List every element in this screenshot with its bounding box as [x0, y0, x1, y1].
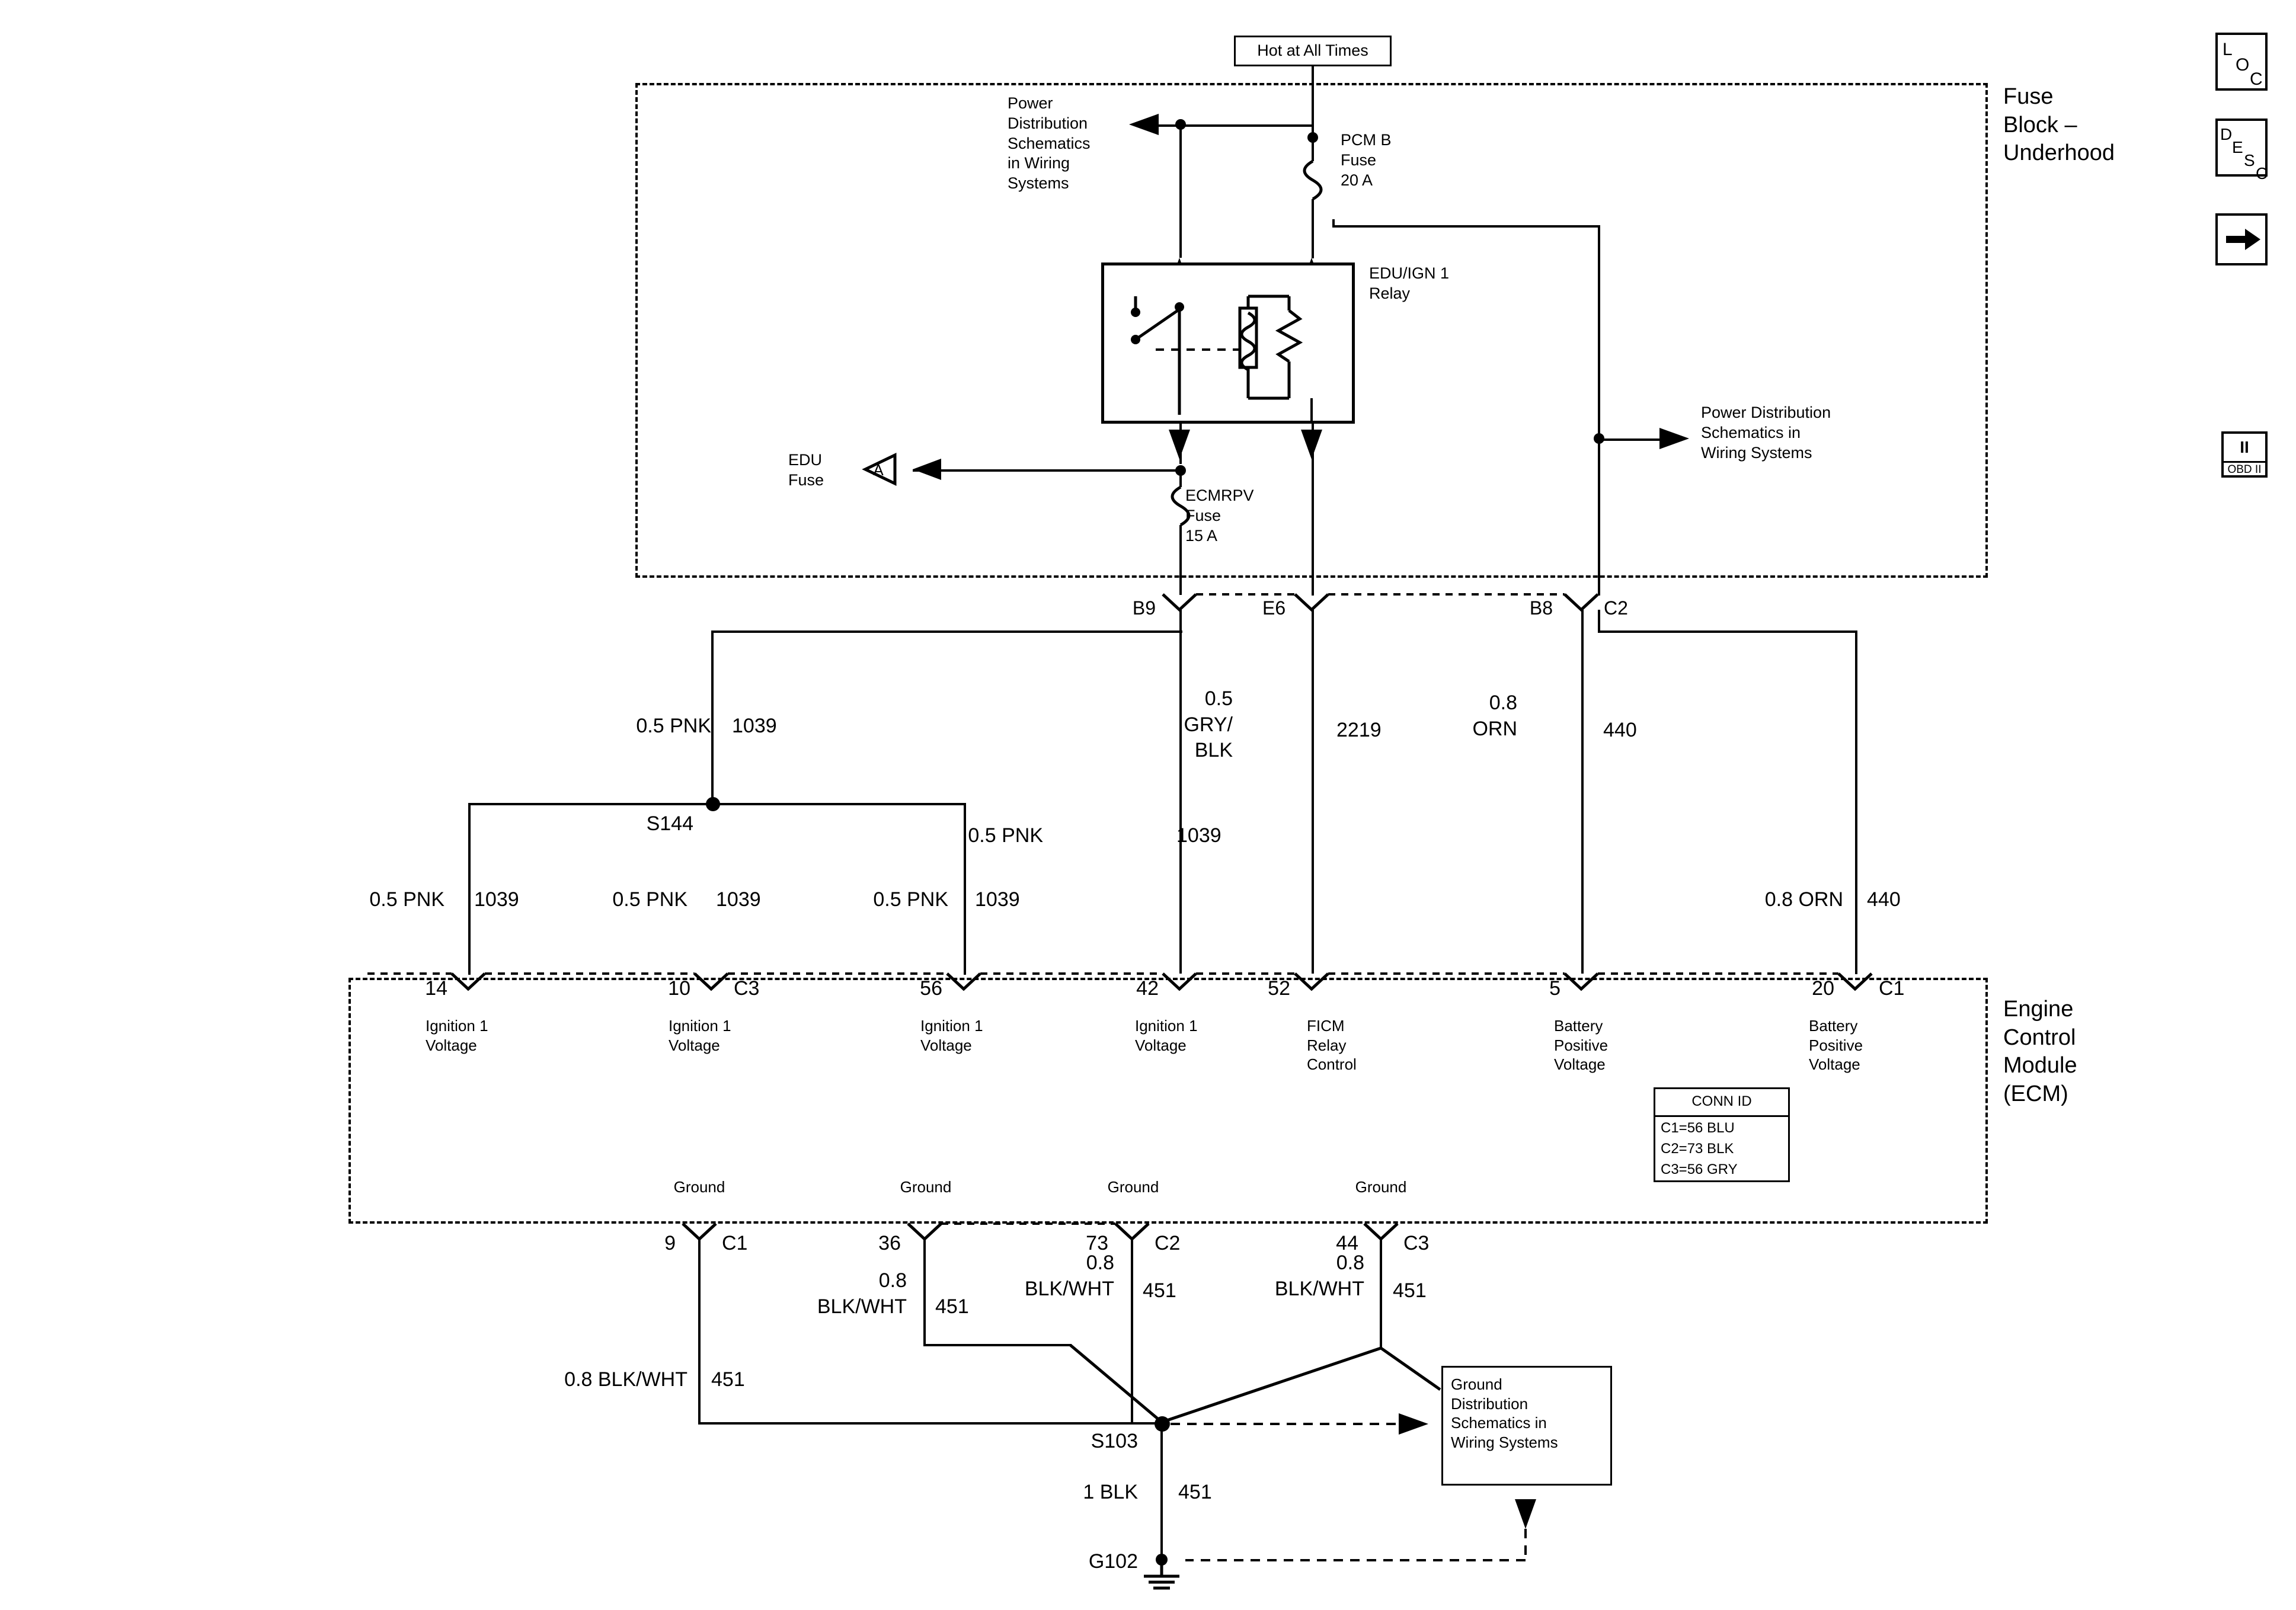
- obd-ii-icon-top: II: [2240, 438, 2249, 456]
- wire-ecmrpv-upper: [1179, 469, 1182, 487]
- loc-icon-letter-c: C: [2250, 69, 2263, 89]
- wire-e6-down: [1312, 610, 1314, 974]
- wire-b9-down: [1179, 610, 1182, 974]
- ground-wire-9-gauge: 0.8 BLK/WHT: [564, 1368, 687, 1391]
- wire-relay-out-left: [1179, 424, 1182, 464]
- desc-icon-letter-c: C: [2256, 164, 2268, 183]
- loc-icon-letter-o: O: [2236, 55, 2250, 75]
- ecm-bottom-conn-c1: C1: [722, 1232, 748, 1254]
- ecm-ground-label-36: Ground: [900, 1178, 952, 1196]
- wire-top-left-leg: [1179, 124, 1182, 258]
- ecm-pin-42-function: Ignition 1 Voltage: [1135, 1017, 1198, 1054]
- wire-pcmb-right-corner: [1332, 219, 1335, 228]
- wire-pin20-circuit: 440: [1867, 888, 1901, 911]
- desc-icon-letter-s: S: [2244, 151, 2255, 169]
- wire-pin56-gauge: 0.5 PNK: [873, 888, 948, 911]
- ground-wire-9-circuit: 451: [711, 1368, 745, 1391]
- ecm-pin-5: 5: [1549, 977, 1560, 1000]
- wire-b9-left-branch: [711, 630, 1182, 633]
- fuse-pin-B9: B9: [1132, 597, 1156, 619]
- ecm-pin-56-function: Ignition 1 Voltage: [920, 1017, 983, 1054]
- wire-b8-down: [1581, 610, 1584, 974]
- conn-id-row-c1: C1=56 BLU: [1661, 1120, 1735, 1136]
- ground-wire-g102-gauge: 1 BLK: [1083, 1481, 1138, 1503]
- g102-node-dot: [1156, 1554, 1168, 1566]
- ecm-bottom-pin-73: 73: [1086, 1232, 1108, 1254]
- ecm-ground-label-73: Ground: [1107, 1178, 1159, 1196]
- wire-pin36-right: [923, 1344, 1072, 1346]
- conn-id-row-c2: C2=73 BLK: [1661, 1141, 1734, 1157]
- wire-relay-out-right: [1312, 424, 1314, 596]
- ground-distribution-label: Ground Distribution Schematics in Wiring Systems: [1451, 1375, 1558, 1451]
- conn-id-row-c3: C3=56 GRY: [1661, 1161, 1738, 1177]
- fuse-pin-E6: E6: [1262, 597, 1286, 619]
- ecm-bottom-conn-c2: C2: [1155, 1232, 1181, 1254]
- ecm-pin-52-function: FICM Relay Control: [1307, 1017, 1357, 1073]
- ecm-pin-14: 14: [425, 977, 447, 1000]
- wire-pin44-down: [1380, 1239, 1382, 1349]
- wire-b9-gauge: 0.5 PNK: [636, 715, 711, 737]
- ecm-pin-52: 52: [1268, 977, 1290, 1000]
- ground-g102-label: G102: [1088, 1550, 1138, 1573]
- ecmrpv-fuse-label: ECMRPV Fuse 15 A: [1185, 486, 1254, 545]
- wire-b9-circuit: 1039: [732, 715, 777, 737]
- hot-at-all-times-label: Hot at All Times: [1257, 41, 1368, 59]
- edu-fuse-ref-letter: A: [873, 461, 884, 479]
- ecm-pin-56: 56: [920, 977, 942, 1000]
- loc-icon-letter-l: L: [2223, 40, 2233, 59]
- bus-top: [1141, 124, 1313, 127]
- wire-e6-circuit: 2219: [1336, 719, 1382, 741]
- wire-pin10-circuit: 1039: [716, 888, 761, 911]
- wire-pin9-down: [698, 1239, 701, 1423]
- wire-pin73-down: [1131, 1239, 1133, 1424]
- ground-wire-73-circuit: 451: [1143, 1279, 1176, 1302]
- ecm-pin-10-function: Ignition 1 Voltage: [669, 1017, 731, 1054]
- ground-wire-g102-circuit: 451: [1178, 1481, 1212, 1503]
- wire-c2-right: [1598, 630, 1857, 633]
- wire-ecmrpv-lower: [1179, 525, 1182, 595]
- wire-pcmb-to-right: [1332, 225, 1600, 228]
- ground-wire-44-gauge: 0.8 BLK/WHT: [1274, 1251, 1364, 1300]
- ecm-pin-10: 10: [668, 977, 690, 1000]
- ecm-ground-label-44: Ground: [1355, 1178, 1407, 1196]
- edu-fuse-label: EDU Fuse: [788, 451, 824, 489]
- splice-s144-label: S144: [646, 812, 693, 835]
- ecm-conn-c3-top: C3: [734, 977, 760, 1000]
- wire-pin56-circuit: 1039: [975, 888, 1020, 911]
- wire-pcmb-upper: [1312, 137, 1314, 161]
- ecm-bottom-pin-36: 36: [878, 1232, 901, 1254]
- edu-ign1-relay-label: EDU/IGN 1 Relay: [1369, 264, 1450, 302]
- desc-icon-letter-e: E: [2232, 138, 2243, 156]
- wire-to-power-dist-right: [1598, 438, 1669, 441]
- ecm-pin-5-function: Battery Positive Voltage: [1554, 1017, 1609, 1073]
- conn-id-title: CONN ID: [1691, 1093, 1752, 1109]
- edu-ign1-relay-box: [1101, 263, 1355, 424]
- wire-b8-circuit: 440: [1603, 719, 1637, 741]
- ecm-pin-20: 20: [1812, 977, 1834, 1000]
- ecm-conn-c1-top: C1: [1879, 977, 1905, 1000]
- fuse-pin-B8: B8: [1529, 597, 1553, 619]
- ecm-pin-14-function: Ignition 1 Voltage: [426, 1017, 488, 1054]
- fuse-pin-C2: C2: [1604, 597, 1628, 619]
- wire-pin20-gauge: 0.8 ORN: [1764, 888, 1843, 911]
- fuse-block-title: Fuse Block – Underhood: [2003, 84, 2115, 165]
- wire-hot-to-pcmb: [1312, 66, 1314, 140]
- ecm-ground-label-9: Ground: [673, 1178, 725, 1196]
- wire-pin42-gauge: 0.5 PNK: [968, 824, 1043, 847]
- wire-pin10-gauge: 0.5 PNK: [612, 888, 687, 911]
- power-distribution-left-label: Power Distribution Schematics in Wiring Systems: [1008, 94, 1091, 192]
- wire-pin14-gauge: 0.5 PNK: [369, 888, 445, 911]
- obd-ii-icon-bottom: OBD II: [2227, 463, 2262, 476]
- desc-icon-letter-d: D: [2220, 125, 2233, 143]
- junction-dot-right: [1594, 433, 1604, 444]
- ecm-pin-20-function: Battery Positive Voltage: [1809, 1017, 1863, 1073]
- wire-pcmb-lower: [1312, 199, 1314, 258]
- wire-relay-e6: [1310, 398, 1313, 424]
- wire-c2-corner: [1598, 610, 1600, 632]
- wire-pin42-circuit: 1039: [1176, 824, 1221, 847]
- pcm-b-fuse-label: PCM B Fuse 20 A: [1341, 131, 1392, 189]
- wire-b8-gauge: 0.8 ORN: [1472, 692, 1517, 740]
- ground-wire-36-gauge: 0.8 BLK/WHT: [817, 1269, 907, 1318]
- wire-e6-gauge: 0.5 GRY/ BLK: [1184, 687, 1233, 762]
- wire-pin14-circuit: 1039: [474, 888, 519, 911]
- ecm-title: Engine Control Module (ECM): [2003, 997, 2077, 1106]
- ecm-bottom-pin-44: 44: [1336, 1232, 1358, 1254]
- wire-c2-down: [1855, 630, 1857, 974]
- obd-ii-icon-divider: [2223, 461, 2266, 463]
- ecm-bottom-pin-9: 9: [664, 1232, 676, 1254]
- ground-wire-73-gauge: 0.8 BLK/WHT: [1024, 1251, 1114, 1300]
- wire-b9-left-corner: [711, 630, 714, 802]
- splice-s103-label: S103: [1091, 1430, 1138, 1452]
- next-arrow-icon[interactable]: [2215, 213, 2268, 265]
- conn-id-divider: [1655, 1115, 1789, 1117]
- wire-s103-to-g102: [1160, 1424, 1163, 1560]
- ground-wire-44-circuit: 451: [1393, 1279, 1427, 1302]
- wire-s144-bus: [468, 803, 966, 805]
- ecm-pin-42: 42: [1136, 977, 1159, 1000]
- wire-right-down: [1598, 225, 1600, 596]
- wire-pin9-to-s103: [698, 1422, 1166, 1425]
- wire-edu-fuse-branch: [913, 469, 1181, 472]
- power-distribution-right-label: Power Distribution Schematics in Wiring Systems: [1701, 404, 1831, 462]
- ecm-bottom-conn-c3: C3: [1403, 1232, 1430, 1254]
- ground-wire-36-circuit: 451: [935, 1295, 969, 1318]
